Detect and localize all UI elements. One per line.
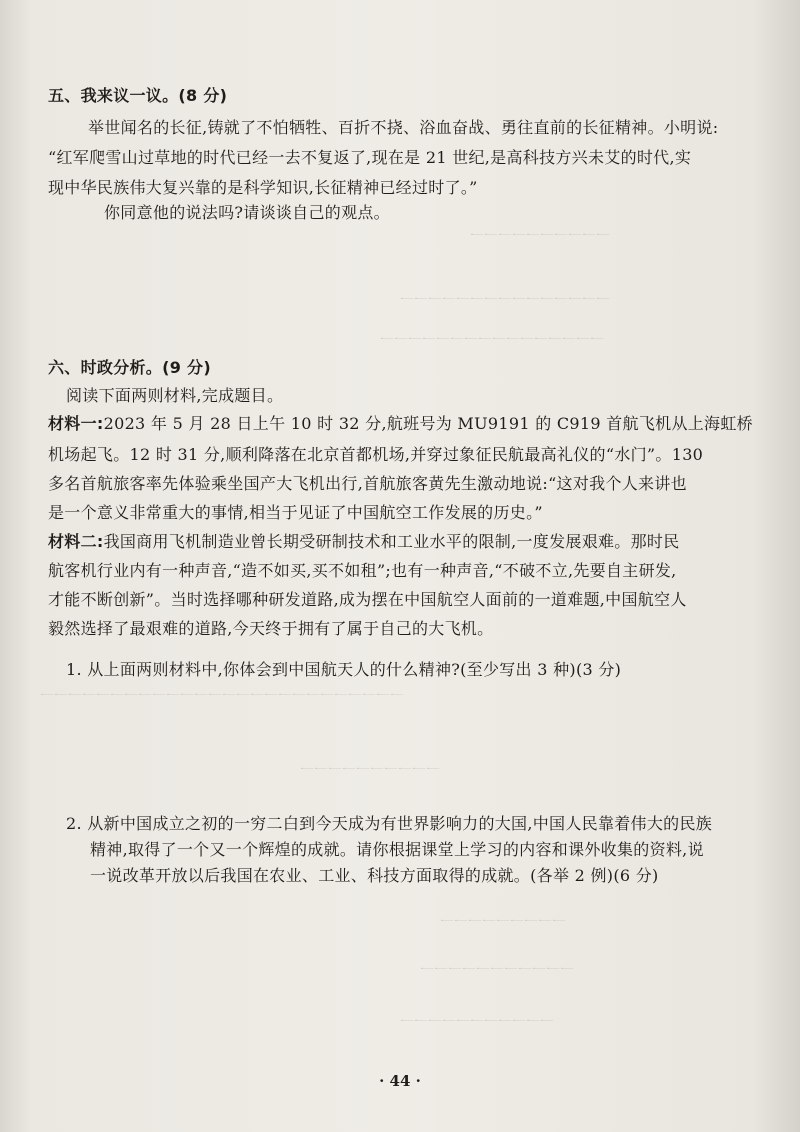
material-1-line: 是一个意义非常重大的事情,相当于见证了中国航空工作发展的历史。” xyxy=(48,503,543,522)
material-1-label: 材料一: xyxy=(48,414,104,433)
bleed-through-text: 一一一一一一一一一一一 xyxy=(420,963,574,979)
material-2-label: 材料二: xyxy=(48,532,104,551)
material-1-line xyxy=(48,414,753,434)
question-1: 1. 从上面两则材料中,你体会到中国航天人的什么精神?(至少写出 3 种)(3 分) xyxy=(66,660,622,679)
material-2-line: 毅然选择了最艰难的道路,今天终于拥有了属于自己的大飞机。 xyxy=(48,619,494,638)
section-6-intro: 阅读下面两则材料,完成题目。 xyxy=(66,386,284,405)
bleed-through-text: 一一一一一一一一一 xyxy=(440,915,566,931)
bleed-through-text: 一一一一一一一一一一一一一一一 xyxy=(400,293,610,309)
bleed-through-text: 一一一一一一一一一一一一一一一一 xyxy=(380,333,604,349)
section-5-heading: 五、我来议一议。(8 分) xyxy=(48,86,228,105)
material-2-line: 才能不断创新”。当时选择哪种研发道路,成为摆在中国航空人面前的一道难题,中国航空人 xyxy=(48,590,687,609)
bleed-through-text: 一一一一一一一一一一一 xyxy=(400,1015,554,1031)
section-5-prompt: 你同意他的说法吗?请谈谈自己的观点。 xyxy=(104,203,390,222)
material-2-text: 我国商用飞机制造业曾长期受研制技术和工业水平的限制,一度发展艰难。那时民 xyxy=(103,532,680,551)
page-number: · 44 · xyxy=(379,1072,421,1090)
question-2-line: 精神,取得了一个又一个辉煌的成就。请你根据课堂上学习的内容和课外收集的资料,说 xyxy=(90,840,704,859)
material-1-line: 多名首航旅客率先体验乘坐国产大飞机出行,首航旅客黄先生激动地说:“这对我个人来讲也 xyxy=(48,474,687,493)
section-6-heading: 六、时政分析。(9 分) xyxy=(48,358,211,377)
question-2-line: 2. 从新中国成立之初的一穷二白到今天成为有世界影响力的大国,中国人民靠着伟大的民族 xyxy=(66,814,713,833)
material-2-line xyxy=(48,532,680,552)
material-1-text: 2023 年 5 月 28 日上午 10 时 32 分,航班号为 MU9191 的 C919 首航飞机从上海虹桥 xyxy=(103,414,753,433)
bleed-through-text: 一一一一一一一一一一 xyxy=(470,229,610,245)
bleed-through-text: 一一一一一一一一一一 xyxy=(300,763,440,779)
material-2-line: 航客机行业内有一种声音,“造不如买,买不如租”;也有一种声音,“不破不立,先要自主研发, xyxy=(48,561,677,580)
bleed-through-text: 一一一一一一一一一一一一一一一一一一一一一一一一一一 xyxy=(40,689,404,705)
section-5-paragraph-line: 现中华民族伟大复兴靠的是科学知识,长征精神已经过时了。” xyxy=(48,178,478,197)
section-5-paragraph-line: 举世闻名的长征,铸就了不怕牺牲、百折不挠、浴血奋战、勇往直前的长征精神。小明说: xyxy=(88,118,719,137)
question-2-line: 一说改革开放以后我国在农业、工业、科技方面取得的成就。(各举 2 例)(6 分) xyxy=(90,866,659,885)
material-1-line: 机场起飞。12 时 31 分,顺利降落在北京首都机场,并穿过象征民航最高礼仪的“水门”。130 xyxy=(48,445,704,464)
section-5-paragraph-line: “红军爬雪山过草地的时代已经一去不复返了,现在是 21 世纪,是高科技方兴未艾的时代,实 xyxy=(48,148,692,167)
